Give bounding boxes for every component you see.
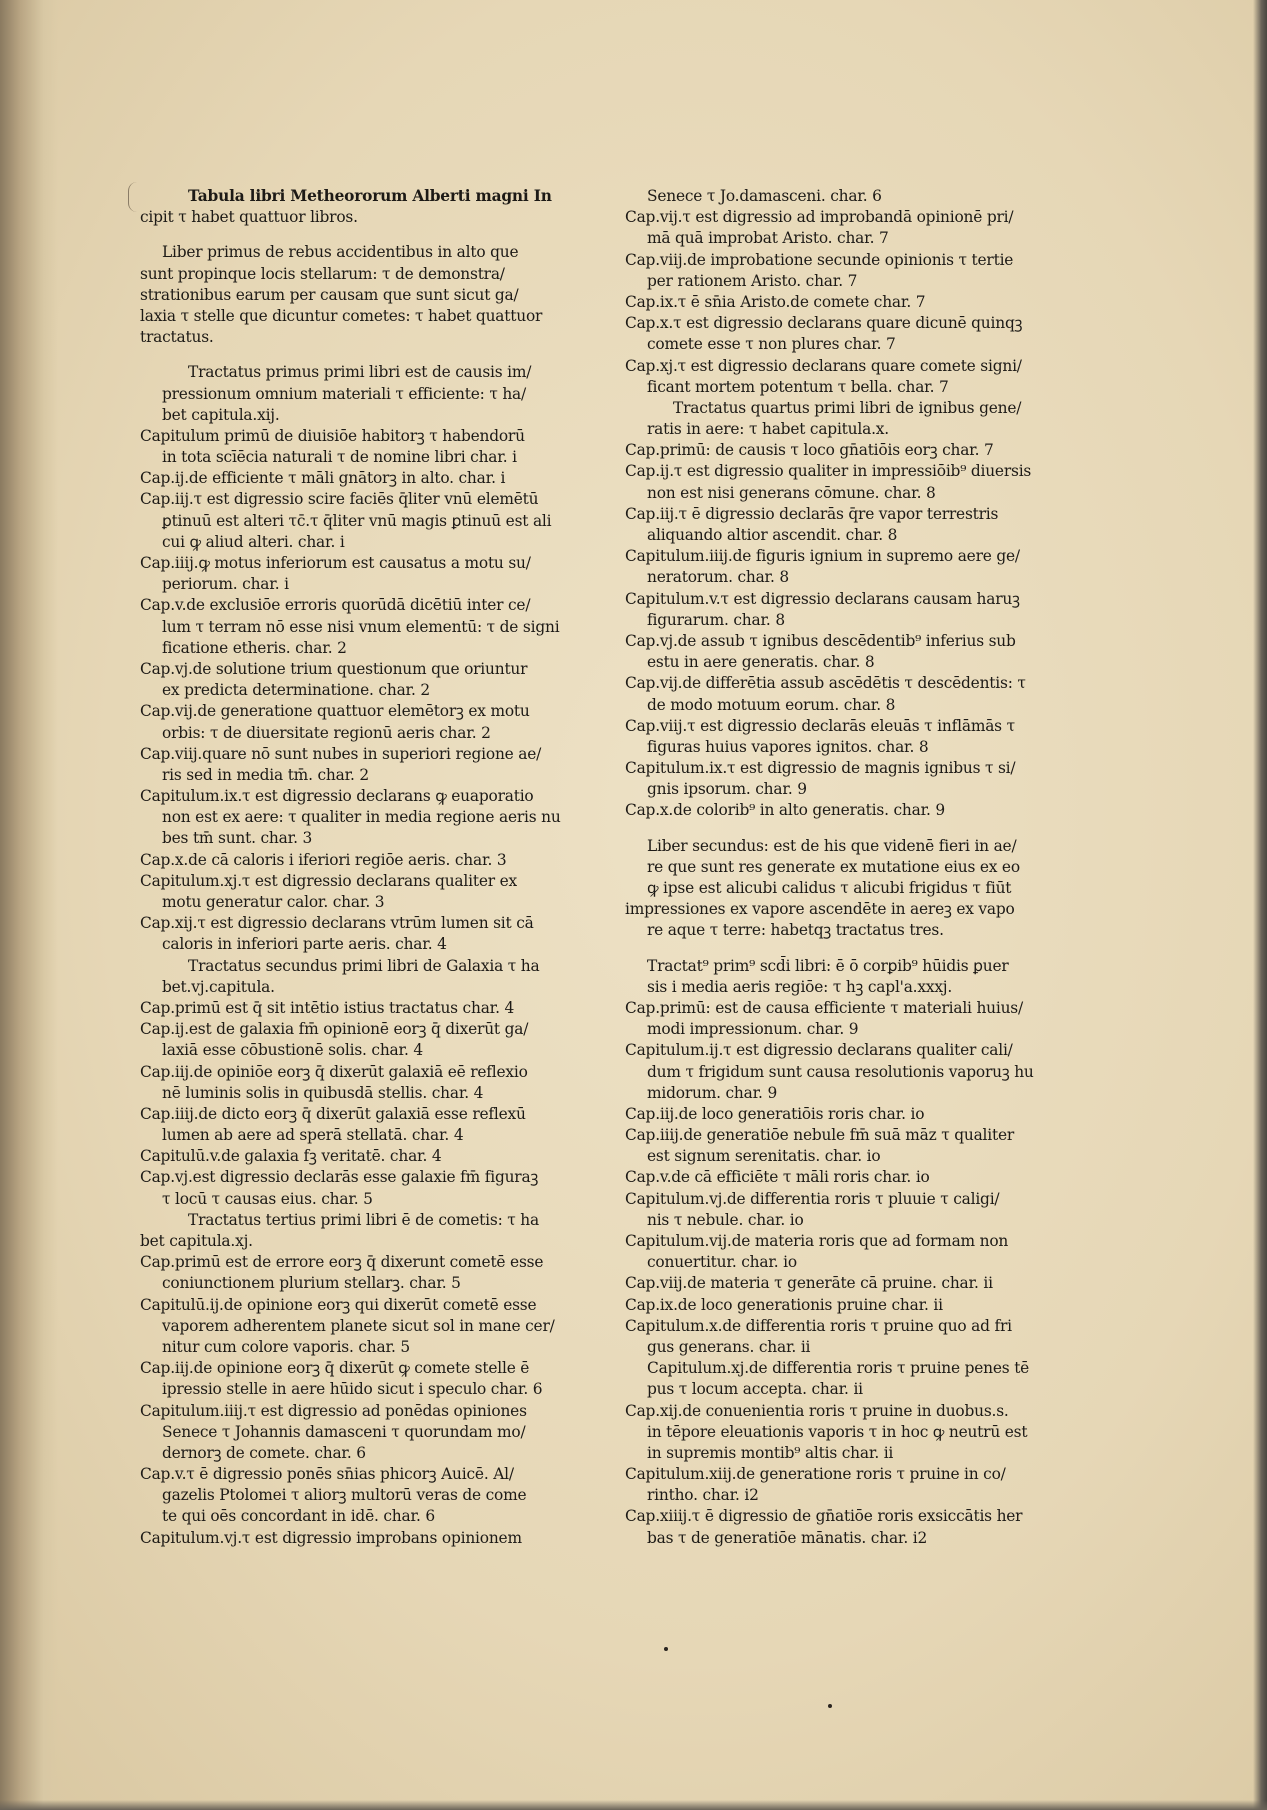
text-line: Cap.vij.τ est digressio ad improbandā opinionē pri/ xyxy=(625,208,1014,227)
text-line: aliquando altior ascendit. char. 8 xyxy=(647,526,898,544)
text-line: Cap.v.de exclusiōe erroris quorūdā dicētiū inter ce/ xyxy=(140,596,531,615)
text-line: Cap.iij.τ ē digressio declarās q̄re vapor terrestris xyxy=(625,504,999,523)
text-line: Cap.viij.de materia τ generāte cā pruine. char. ii xyxy=(625,1274,993,1293)
text-line: conuertitur. char. io xyxy=(647,1253,797,1272)
text-line: estu in aere generatis. char. 8 xyxy=(647,653,875,672)
text-line: Cap.ij.de efficiente τ māli gnātorꝫ in alto. char. i xyxy=(140,469,506,488)
text-line: pus τ locum accepta. char. ii xyxy=(647,1380,863,1399)
text-line: Cap.iij.de loco generatiōis roris char. io xyxy=(625,1104,925,1123)
text-line: ꝑtinuū est alteri τc̄.τ q̄liter vnū magis ꝑtinuū est ali xyxy=(162,511,552,530)
text-line: Cap.xij.de conuenientia roris τ pruine in duobus.s. xyxy=(625,1401,1009,1420)
text-line: per rationem Aristo. char. 7 xyxy=(647,271,858,290)
text-line: Cap.iij.τ est digressio scire faciēs q̄liter vnū elemētū xyxy=(140,490,539,509)
text-line: in supremis montib⁹ altis char. ii xyxy=(647,1443,894,1462)
text-line: laxiā esse cōbustionē solis. char. 4 xyxy=(162,1041,423,1060)
text-line: Cap.ij.τ est digressio qualiter in impressiōib⁹ diuersis xyxy=(625,462,1032,481)
text-line: Cap.xj.τ est digressio declarans quare comete signi/ xyxy=(625,356,1022,375)
text-line: gnis ipsorum. char. 9 xyxy=(647,780,807,799)
text-line: Capitulum.iiij.τ est digressio ad ponēdas opiniones xyxy=(140,1401,527,1420)
text-line: Capitulum.xiij.de generatione roris τ pruine in co/ xyxy=(625,1465,1006,1484)
text-line: Cap.iiij.de generatiōe nebule fm̄ suā māz τ qualiter xyxy=(625,1126,1015,1145)
paper-fold-mark xyxy=(128,182,137,212)
text-line: Cap.xiiij.τ ē digressio de gn̄atiōe roris exsiccātis her xyxy=(625,1507,1023,1526)
text-line: re que sunt res generate ex mutatione eius ex eo xyxy=(647,857,1020,876)
text-line: caloris in inferiori parte aeris. char. 4 xyxy=(162,935,447,954)
text-line: est signum serenitatis. char. io xyxy=(647,1147,881,1166)
text-line: coniunctionem plurium stellarꝫ. char. 5 xyxy=(162,1274,461,1293)
text-line: ficatione etheris. char. 2 xyxy=(162,638,347,657)
text-line: Capitulum.ix.τ est digressio de magnis ignibus τ si/ xyxy=(625,759,1016,778)
text-line: ꝙ ipse est alicubi calidus τ alicubi frigidus τ fiūt xyxy=(647,879,1012,897)
text-line: Cap.viij.τ est digressio declarās eleuās τ inflāmās τ xyxy=(625,716,1015,735)
text-line: Cap.x.de colorib⁹ in alto generatis. char. 9 xyxy=(625,801,946,820)
text-line: nitur cum colore vaporis. char. 5 xyxy=(162,1337,410,1356)
text-line: Cap.vj.de solutione trium questionum que oriuntur xyxy=(140,659,528,678)
text-line: Cap.primū: de causis τ loco gn̄atiōis eorꝫ char. 7 xyxy=(625,441,994,460)
binding-gutter xyxy=(0,0,58,1810)
text-line: Capitulum.vj.de differentia roris τ pluuie τ caligi/ xyxy=(625,1189,1000,1208)
text-line: strationibus earum per causam que sunt sicut ga/ xyxy=(140,285,519,304)
text-line: nis τ nebule. char. io xyxy=(647,1210,804,1229)
text-line: Cap.vij.de generatione quattuor elemētorꝫ ex motu xyxy=(140,702,530,721)
text-line: Tractatus quartus primi libri de ignibus gene/ xyxy=(673,398,1022,417)
text-line: Cap.viij.quare nō sunt nubes in superiori regione ae/ xyxy=(140,744,542,763)
text-line: periorum. char. i xyxy=(162,575,289,594)
ink-dot xyxy=(828,1704,832,1708)
text-line: bet capitula.xj. xyxy=(140,1232,253,1250)
text-line: figuras huius vapores ignitos. char. 8 xyxy=(647,737,929,756)
text-line: Capitulum.vij.de materia roris que ad formam non xyxy=(625,1232,1009,1250)
text-line: τ locū τ causas eius. char. 5 xyxy=(162,1189,373,1208)
text-line: in tota scīēcia naturali τ de nomine libri char. i xyxy=(162,448,517,467)
text-line: Cap.vj.de assub τ ignibus descēdentib⁹ inferius sub xyxy=(625,631,1016,650)
text-line: bet.vj.capitula. xyxy=(162,977,275,996)
text-line: gus generans. char. ii xyxy=(647,1337,811,1356)
text-line: vaporem adherentem planete sicut sol in mane cer/ xyxy=(162,1316,555,1335)
text-line: Cap.viij.de improbatione secunde opinionis τ tertie xyxy=(625,250,1014,269)
text-line: dernorꝫ de comete. char. 6 xyxy=(162,1443,366,1462)
text-line: te qui oēs concordant in idē. char. 6 xyxy=(162,1507,435,1526)
text-line: impressiones ex vapore ascendēte in aereꝫ ex vapo xyxy=(625,900,1015,919)
text-line: cui ꝙ aliud alteri. char. i xyxy=(162,532,345,551)
text-line: Capitulum.xj.de differentia roris τ pruine penes tē xyxy=(647,1359,1030,1378)
text-line: de modo motuum eorum. char. 8 xyxy=(647,695,896,714)
text-line: Liber primus de rebus accidentibus in alto que xyxy=(162,243,519,262)
text-line: in tēpore eleuationis vaporis τ in hoc ꝙ neutrū est xyxy=(647,1422,1028,1441)
text-line: laxia τ stelle que dicuntur cometes: τ habet quattuor xyxy=(140,306,543,325)
text-line: Cap.iij.de opinione eorꝫ q̄ dixerūt ꝙ comete stelle ē xyxy=(140,1359,530,1378)
text-line: re aque τ terre: habetqꝫ tractatus tres. xyxy=(647,921,944,940)
text-line: comete esse τ non plures char. 7 xyxy=(647,335,896,354)
text-line: bas τ de generatiōe mānatis. char. i2 xyxy=(647,1528,928,1547)
text-line: Cap.iiij.de dicto eorꝫ q̄ dixerūt galaxiā esse reflexū xyxy=(140,1104,526,1123)
text-line: bes tm̄ sunt. char. 3 xyxy=(162,829,313,848)
text-line: dum τ frigidum sunt causa resolutionis vaporuꝫ hu xyxy=(647,1062,1034,1081)
left-text-column xyxy=(140,186,582,1549)
text-line: neratorum. char. 8 xyxy=(647,568,790,587)
text-line: Tabula libri Metheororum Alberti magni In xyxy=(188,187,552,205)
text-line: Capitulū.ij.de opinione eorꝫ qui dixerūt cometē esse xyxy=(140,1295,537,1314)
text-line: Cap.primū est q̄ sit intētio istius tractatus char. 4 xyxy=(140,998,515,1017)
text-line: non est nisi generans cōmune. char. 8 xyxy=(647,483,936,502)
text-line: cipit τ habet quattuor libros. xyxy=(140,208,358,227)
text-line: motu generatur calor. char. 3 xyxy=(162,893,385,911)
text-line: non est ex aere: τ qualiter in media regione aeris nu xyxy=(162,808,561,827)
text-line: Cap.vj.est digressio declarās esse galaxie fm̄ figuraꝫ xyxy=(140,1168,539,1187)
text-line: modi impressionum. char. 9 xyxy=(647,1020,859,1039)
text-line: Cap.primū: est de causa efficiente τ materiali huius/ xyxy=(625,998,1023,1017)
text-line: Capitulum.ij.τ est digressio declarans qualiter cali/ xyxy=(625,1041,1013,1060)
ink-dot xyxy=(664,1647,668,1651)
text-line: Cap.ix.de loco generationis pruine char. ii xyxy=(625,1295,943,1314)
text-line: Cap.vij.de differētia assub ascēdētis τ descēdentis: τ xyxy=(625,674,1026,693)
text-line: nē luminis solis in quibusdā stellis. char. 4 xyxy=(162,1083,484,1102)
line-spacer xyxy=(625,822,1075,836)
text-line: Senece τ Johannis damasceni τ quorundam mo/ xyxy=(162,1422,526,1441)
text-line: Capitulum.iiij.de figuris ignium in supremo aere ge/ xyxy=(625,547,1020,566)
text-line: figurarum. char. 8 xyxy=(647,610,785,629)
text-line: orbis: τ de diuersitate regionū aeris char. 2 xyxy=(162,723,491,742)
text-line: Capitulum.v.τ est digressio declarans causam haruꝫ xyxy=(625,589,1020,608)
text-line: Cap.x.τ est digressio declarans quare dicunē quinqꝫ xyxy=(625,314,1023,333)
text-line: ficant mortem potentum τ bella. char. 7 xyxy=(647,377,949,396)
text-line: Capitulum.x.de differentia roris τ pruine quo ad fri xyxy=(625,1316,1012,1335)
text-line: Capitulum.xj.τ est digressio declarans qualiter ex xyxy=(140,871,517,890)
text-line: Tractatus tertius primi libri ē de cometis: τ ha xyxy=(188,1210,539,1229)
text-line: Capitulū.v.de galaxia fꝫ veritatē. char. 4 xyxy=(140,1147,442,1166)
text-line: midorum. char. 9 xyxy=(647,1083,778,1102)
text-line: Cap.xij.τ est digressio declarans vtrūm lumen sit cā xyxy=(140,914,534,933)
text-line: Tractatus primus primi libri est de causis im/ xyxy=(188,363,532,382)
right-text-column xyxy=(625,186,1075,1549)
text-line: Cap.primū est de errore eorꝫ q̄ dixerunt cometē esse xyxy=(140,1253,544,1272)
text-line: Cap.ix.τ ē sn̄ia Aristo.de comete char. 7 xyxy=(625,292,926,311)
text-line: Cap.ij.est de galaxia fm̄ opinionē eorꝫ q̄ dixerūt ga/ xyxy=(140,1020,529,1039)
text-line: Cap.iij.de opiniōe eorꝫ q̄ dixerūt galaxiā eē reflexio xyxy=(140,1062,528,1081)
text-line: ex predicta determinatione. char. 2 xyxy=(162,681,430,700)
text-line: Tractatus secundus primi libri de Galaxia τ ha xyxy=(188,956,540,975)
line-spacer xyxy=(625,942,1075,956)
text-line: lumen ab aere ad sperā stellatā. char. 4 xyxy=(162,1126,464,1145)
text-line: ris sed in media tm̄. char. 2 xyxy=(162,765,370,784)
line-spacer xyxy=(140,348,582,362)
line-spacer xyxy=(140,228,582,242)
text-line: Capitulum.vj.τ est digressio improbans opinionem xyxy=(140,1528,522,1547)
text-line: Tractat⁹ prim⁹ scd̄i libri: ē ō corꝑib⁹ hūidis ꝑuer xyxy=(647,956,1009,975)
text-line: Cap.v.de cā efficiēte τ māli roris char. io xyxy=(625,1168,930,1187)
text-line: gazelis Ptolomei τ aliorꝫ multorū veras de come xyxy=(162,1486,527,1505)
text-line: sunt propinque locis stellarum: τ de demonstra/ xyxy=(140,264,505,283)
text-line: Liber secundus: est de his que videnē fieri in ae/ xyxy=(647,836,1017,855)
text-line: Cap.iiij.ꝙ motus inferiorum est causatus a motu su/ xyxy=(140,554,531,572)
text-line: Cap.v.τ ē digressio ponēs sn̄ias phicorꝫ Auicē. Al/ xyxy=(140,1465,514,1484)
text-line: Capitulum primū de diuisiōe habitorꝫ τ habendorū xyxy=(140,426,525,445)
text-line: Cap.x.de cā caloris i iferiori regiōe aeris. char. 3 xyxy=(140,850,507,869)
text-line: ratis in aere: τ habet capitula.x. xyxy=(647,420,889,439)
text-line: ipressio stelle in aere hūido sicut i speculo char. 6 xyxy=(162,1380,543,1399)
text-line: lum τ terram nō esse nisi vnum elementū: τ de signi xyxy=(162,617,560,636)
page-bottom-shadow xyxy=(0,1800,1267,1810)
text-line: sis i media aeris regiōe: τ hꝫ capl'a.xxxj. xyxy=(647,977,953,996)
text-line: rintho. char. i2 xyxy=(647,1486,759,1505)
text-line: mā quā improbat Aristo. char. 7 xyxy=(647,229,889,248)
text-line: Senece τ Jo.damasceni. char. 6 xyxy=(647,187,882,205)
text-line: pressionum omnium materiali τ efficiente: τ ha/ xyxy=(162,384,527,403)
text-line: tractatus. xyxy=(140,328,214,347)
text-line: bet capitula.xij. xyxy=(162,405,280,424)
text-line: Capitulum.ix.τ est digressio declarans ꝙ euaporatio xyxy=(140,787,534,806)
page-edge-shadow xyxy=(1253,0,1267,1810)
